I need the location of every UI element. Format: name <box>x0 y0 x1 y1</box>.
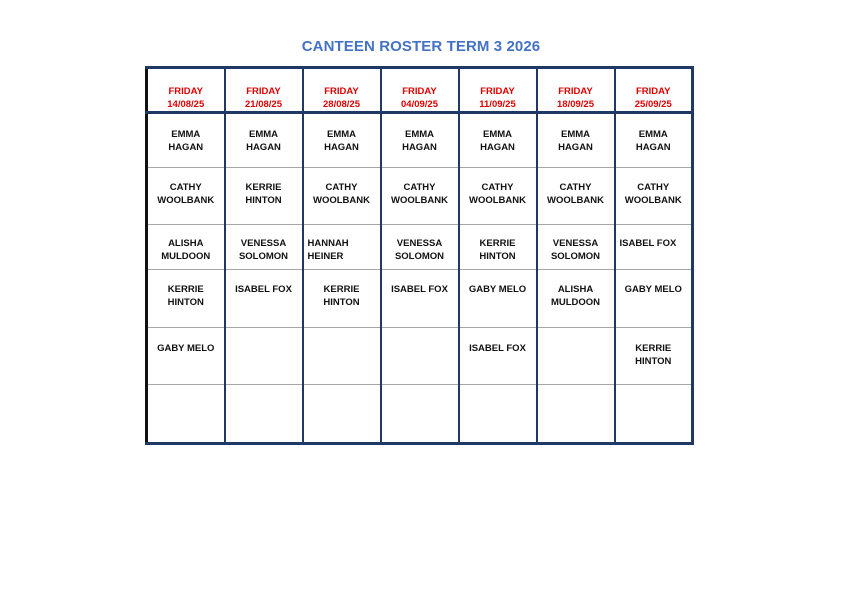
roster-cell <box>381 113 459 168</box>
volunteer-first: ISABEL FOX <box>235 284 292 295</box>
roster-cell <box>303 113 381 168</box>
volunteer-first: CATHY <box>169 182 202 193</box>
volunteer-first: EMMA <box>248 129 279 140</box>
volunteer-first: EMMA <box>404 129 435 140</box>
roster-cell <box>381 328 459 385</box>
volunteer-last: WOOLBANK <box>547 195 604 206</box>
roster-cell <box>459 328 537 385</box>
volunteer-first: KERRIE <box>635 343 672 354</box>
roster-cell <box>225 328 303 385</box>
volunteer-first: VENESSA <box>396 238 443 249</box>
volunteer-first: ALISHA <box>168 238 204 249</box>
table-row <box>147 328 693 385</box>
roster-cell <box>303 168 381 225</box>
volunteer-last: HAGAN <box>168 142 204 153</box>
table-row <box>147 385 693 444</box>
table-row <box>147 225 693 270</box>
volunteer-first: VENESSA <box>240 238 287 249</box>
roster-cell <box>381 168 459 225</box>
roster-cell <box>147 168 225 225</box>
volunteer-last: HAGAN <box>480 142 515 153</box>
header-day: FRIDAY <box>636 86 671 97</box>
volunteer-last: HAGAN <box>246 142 281 153</box>
header-date: 14/08/25 <box>167 99 205 110</box>
header-cell <box>537 68 615 113</box>
header-date: 28/08/25 <box>323 99 360 110</box>
volunteer-first: EMMA <box>171 129 201 140</box>
volunteer-first: CATHY <box>559 182 592 193</box>
volunteer-last: MULDOON <box>161 251 211 262</box>
roster-cell <box>147 225 225 270</box>
roster-cell <box>225 385 303 444</box>
volunteer-last: WOOLBANK <box>157 195 215 206</box>
roster-cell <box>459 270 537 328</box>
table-header-row <box>147 68 693 113</box>
volunteer-last: HINTON <box>323 297 360 308</box>
roster-cell <box>459 113 537 168</box>
roster-cell <box>147 385 225 444</box>
volunteer-first: ALISHA <box>557 284 594 295</box>
volunteer-first: EMMA <box>326 129 357 140</box>
roster-cell <box>537 270 615 328</box>
header-day: FRIDAY <box>246 86 281 97</box>
volunteer-first: CATHY <box>481 182 514 193</box>
header-date: 25/09/25 <box>634 99 672 110</box>
volunteer-first: KERRIE <box>167 284 204 295</box>
header-day: FRIDAY <box>480 86 515 97</box>
volunteer-first: KERRIE <box>245 182 282 193</box>
volunteer-first: KERRIE <box>479 238 516 249</box>
volunteer-first: GABY MELO <box>468 284 527 295</box>
volunteer-last: HAGAN <box>324 142 359 153</box>
volunteer-last: WOOLBANK <box>624 195 682 206</box>
volunteer-last: HINTON <box>479 251 516 262</box>
header-day: FRIDAY <box>558 86 593 97</box>
volunteer-last: SOLOMON <box>238 251 289 262</box>
volunteer-first: CATHY <box>637 182 670 193</box>
roster-cell <box>147 270 225 328</box>
volunteer-first: ISABEL FOX <box>469 343 526 354</box>
roster-cell <box>225 270 303 328</box>
volunteer-last: SOLOMON <box>394 251 445 262</box>
volunteer-first: HANNAH <box>307 238 349 249</box>
roster-cell <box>303 225 381 270</box>
volunteer-last: HAGAN <box>558 142 593 153</box>
roster-cell <box>615 385 693 444</box>
header-day: FRIDAY <box>324 86 359 97</box>
roster-cell <box>615 168 693 225</box>
header-date: 18/09/25 <box>557 99 594 110</box>
roster-cell <box>381 225 459 270</box>
volunteer-first: GABY MELO <box>624 284 682 295</box>
roster-cell <box>303 385 381 444</box>
header-cell <box>225 68 303 113</box>
page-title: CANTEEN ROSTER TERM 3 2026 <box>301 38 541 55</box>
volunteer-first: CATHY <box>325 182 358 193</box>
volunteer-first: ISABEL FOX <box>619 238 677 249</box>
roster-cell <box>537 168 615 225</box>
volunteer-first: EMMA <box>482 129 513 140</box>
roster-table <box>145 66 694 445</box>
roster-cell <box>147 113 225 168</box>
roster-cell <box>459 168 537 225</box>
roster-cell <box>537 385 615 444</box>
volunteer-first: KERRIE <box>323 284 360 295</box>
roster-cell <box>225 168 303 225</box>
volunteer-first: EMMA <box>638 129 668 140</box>
roster-cell <box>459 385 537 444</box>
volunteer-first: VENESSA <box>552 238 599 249</box>
roster-cell <box>225 113 303 168</box>
header-cell <box>303 68 381 113</box>
volunteer-last: WOOLBANK <box>391 195 448 206</box>
roster-cell <box>615 225 693 270</box>
header-cell <box>147 68 225 113</box>
roster-cell <box>303 328 381 385</box>
volunteer-last: SOLOMON <box>550 251 601 262</box>
table-row <box>147 113 693 168</box>
table-row <box>147 168 693 225</box>
roster-cell <box>537 328 615 385</box>
volunteer-last: HINTON <box>635 356 672 367</box>
table-row <box>147 270 693 328</box>
volunteer-first: GABY MELO <box>157 343 215 354</box>
volunteer-last: HAGAN <box>402 142 437 153</box>
header-cell <box>615 68 693 113</box>
volunteer-last: WOOLBANK <box>313 195 370 206</box>
volunteer-first: EMMA <box>560 129 591 140</box>
roster-cell <box>459 225 537 270</box>
roster-cell <box>537 225 615 270</box>
volunteer-last: HEINER <box>307 251 344 262</box>
roster-cell <box>147 328 225 385</box>
roster-cell <box>615 113 693 168</box>
header-date: 21/08/25 <box>245 99 282 110</box>
roster-cell <box>615 328 693 385</box>
header-date: 04/09/25 <box>401 99 438 110</box>
volunteer-first: ISABEL FOX <box>391 284 448 295</box>
volunteer-last: HINTON <box>245 195 282 206</box>
volunteer-last: WOOLBANK <box>469 195 526 206</box>
header-cell <box>459 68 537 113</box>
header-date: 11/09/25 <box>479 99 516 110</box>
volunteer-last: HINTON <box>167 297 204 308</box>
roster-cell <box>381 270 459 328</box>
roster-cell <box>615 270 693 328</box>
volunteer-last: HAGAN <box>635 142 671 153</box>
roster-cell <box>303 270 381 328</box>
roster-cell <box>225 225 303 270</box>
roster-cell <box>537 113 615 168</box>
volunteer-last: MULDOON <box>550 297 601 308</box>
roster-cell <box>381 385 459 444</box>
header-day: FRIDAY <box>402 86 437 97</box>
volunteer-first: CATHY <box>403 182 436 193</box>
header-cell <box>381 68 459 113</box>
header-day: FRIDAY <box>168 86 203 97</box>
